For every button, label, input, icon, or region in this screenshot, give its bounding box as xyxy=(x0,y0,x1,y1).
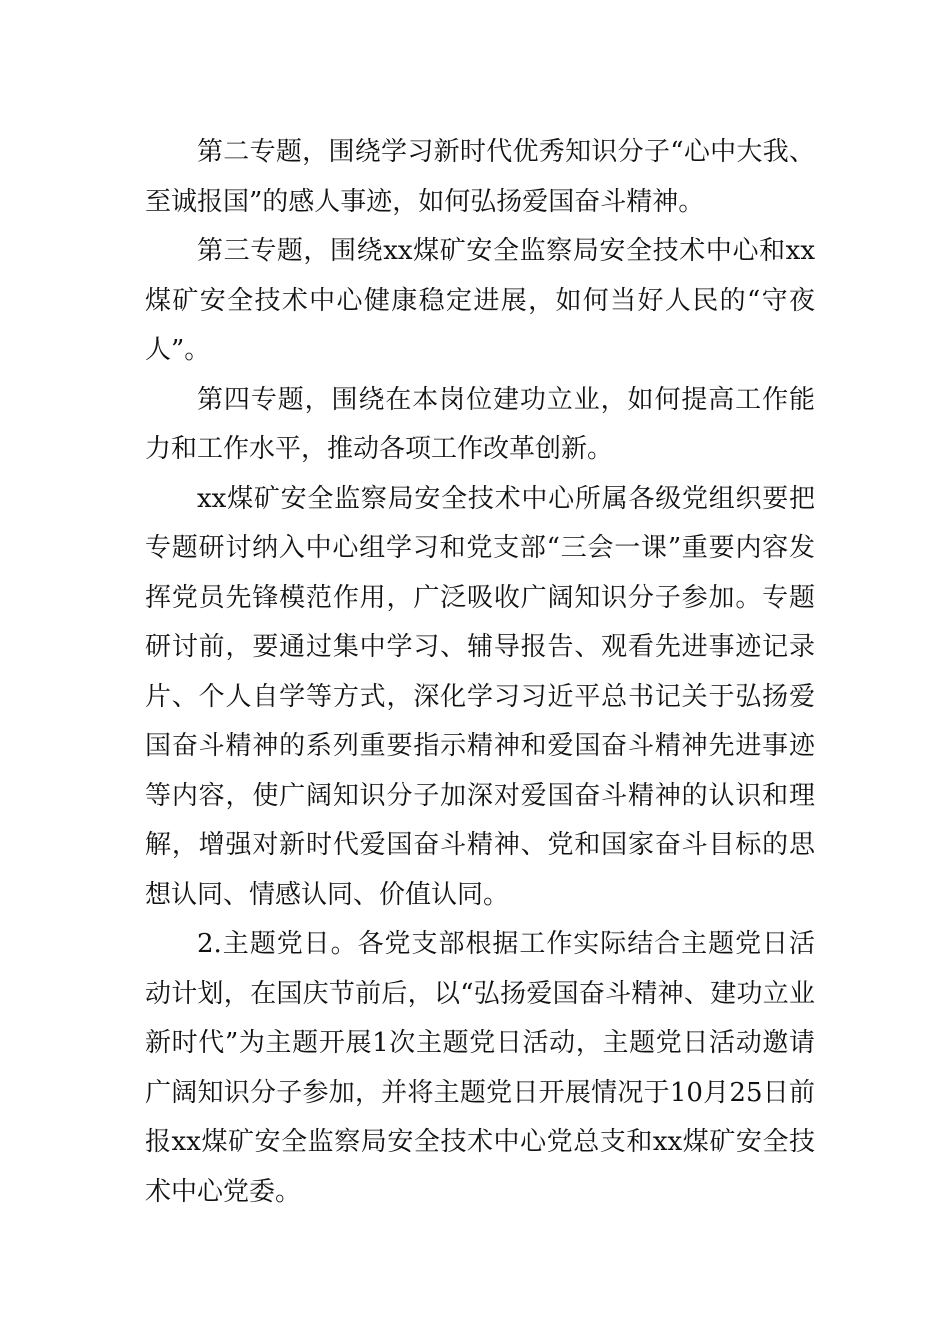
paragraph-study-requirements: xx煤矿安全监察局安全技术中心所属各级党组织要把专题研讨纳入中心组学习和党支部“三会一课”重要内容发挥党员先锋模范作用，广泛吸收广阔知识分子参加。专题研讨前，要通过集中学习、辅导报告、观看先进事迹记录片、个人自学等方式，深化学习习近平总书记关于弘扬爱国奋斗精神的系列重要指示精神和爱国奋斗精神先进事迹等内容，使广阔知识分子加深对爱国奋斗精神的认识和理解，增强对新时代爱国奋斗精神、党和国家奋斗目标的思想认同、情感认同、价值认同。 xyxy=(145,483,815,910)
paragraph-topic-4: 第四专题，围绕在本岗位建功立业，如何提高工作能力和工作水平，推动各项工作改革创新。 xyxy=(145,384,815,464)
paragraph-topic-2: 第二专题，围绕学习新时代优秀知识分子“心中大我、至诚报国”的感人事迹，如何弘扬爱国奋斗精神。 xyxy=(145,137,815,217)
body-text xyxy=(145,128,815,1217)
paragraph-topic-3: 第三专题，围绕xx煤矿安全监察局安全技术中心和xx煤矿安全技术中心健康稳定进展，如何当好人民的“守夜人”。 xyxy=(145,236,815,365)
paragraph-party-day: 2.主题党日。各党支部根据工作实际结合主题党日活动计划，在国庆节前后，以“弘扬爱国奋斗精神、建功立业新时代”为主题开展1次主题党日活动，主题党日活动邀请广阔知识分子参加，并将主题党日开展情况于10月25日前报xx煤矿安全监察局安全技术中心党总支和xx煤矿安全技术中心党委。 xyxy=(145,929,815,1207)
